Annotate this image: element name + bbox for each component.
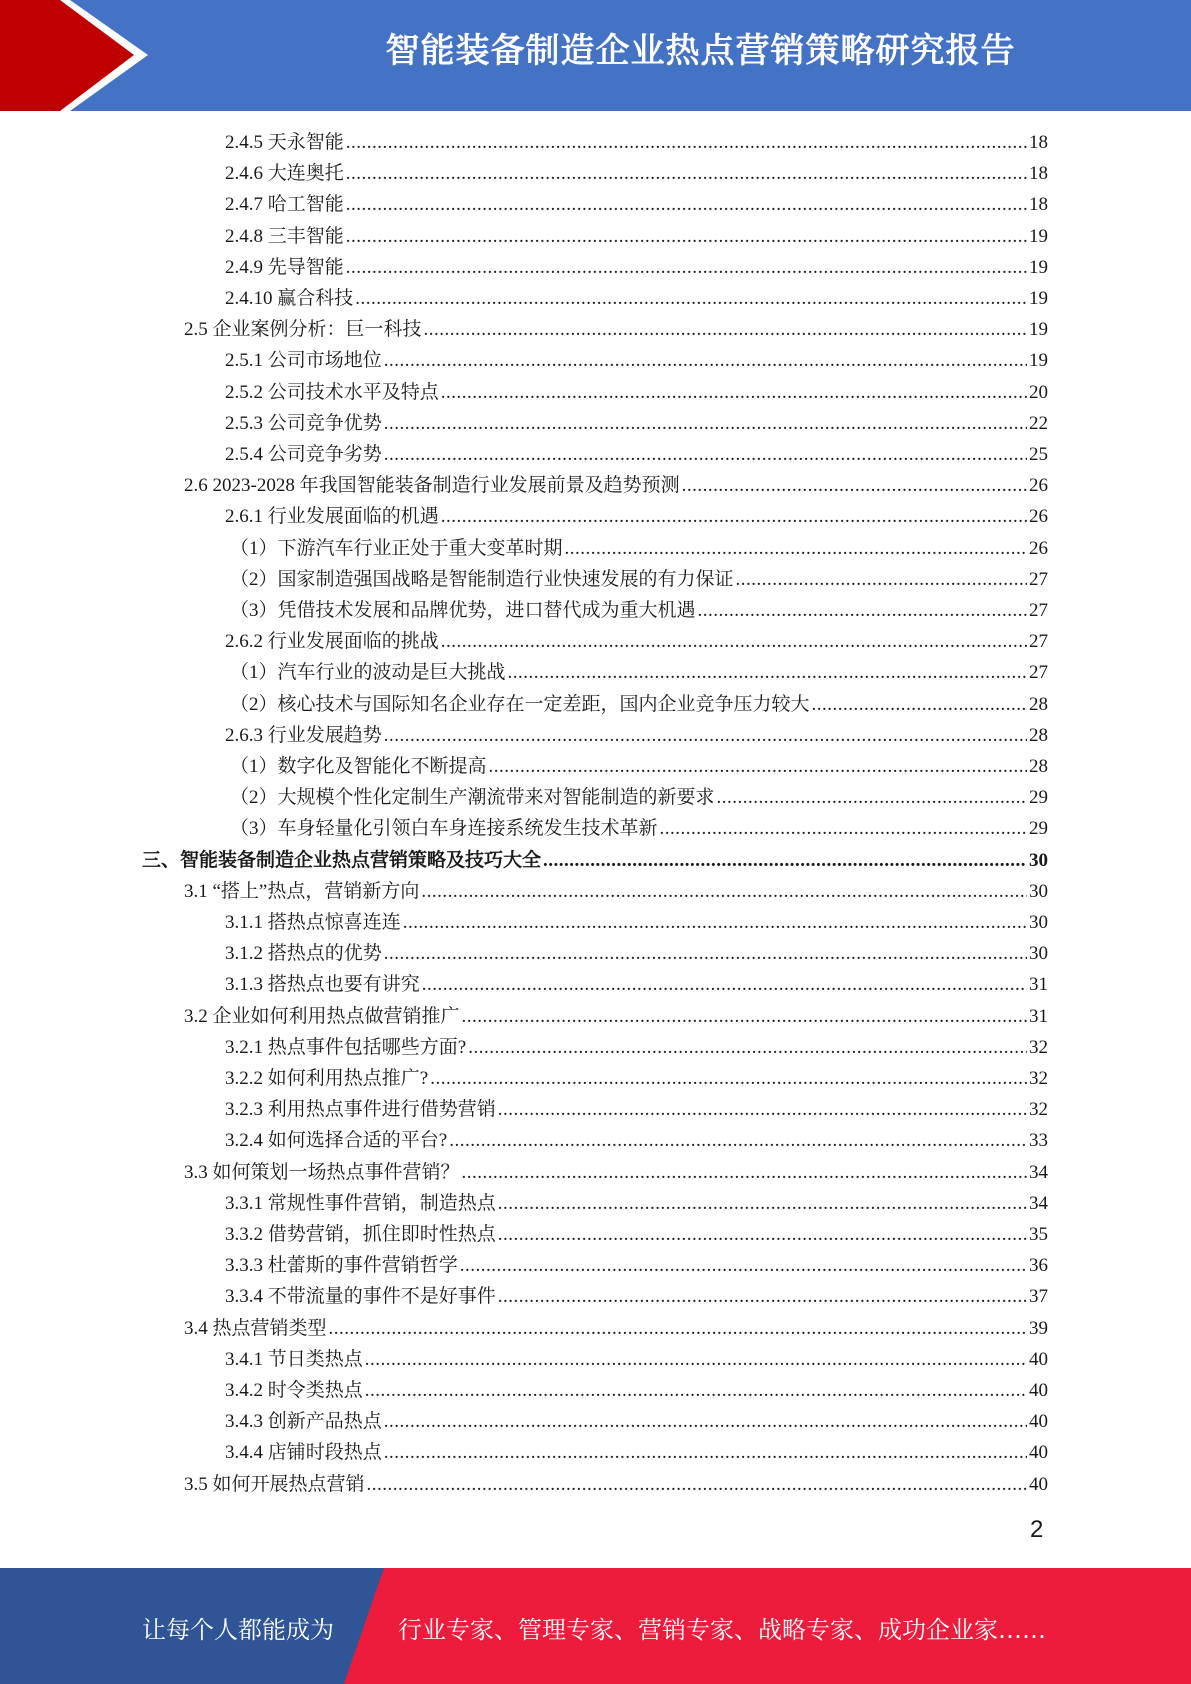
toc-entry-page: 19: [1029, 350, 1048, 372]
toc-dot-leader: [462, 1001, 1027, 1032]
toc-entry-page: 29: [1029, 787, 1048, 809]
toc-dot-leader: [329, 1313, 1027, 1344]
toc-entry-page: 30: [1029, 943, 1048, 965]
toc-dot-leader: [384, 1437, 1027, 1468]
toc-dot-leader: [449, 1125, 1027, 1156]
toc-dot-leader: [717, 782, 1027, 813]
toc-entry-page: 32: [1029, 1036, 1048, 1058]
toc-entry[interactable]: [230, 813, 1048, 844]
toc-entry[interactable]: [225, 1375, 1048, 1406]
toc-entry-page: 29: [1029, 818, 1048, 840]
toc-dot-leader: [508, 657, 1027, 688]
toc-entry[interactable]: [225, 1188, 1048, 1219]
toc-dot-leader: [384, 938, 1027, 969]
toc-entry-label: 2.4.5 天永智能: [225, 132, 344, 153]
toc-dot-leader: [736, 564, 1027, 595]
toc-entry-label: 3.2.1 热点事件包括哪些方面?: [225, 1036, 467, 1058]
toc-entry[interactable]: [225, 720, 1048, 751]
toc-dot-leader: [565, 533, 1027, 564]
toc-entry-label: 3.3.3 杜蕾斯的事件营销哲学: [225, 1255, 458, 1277]
toc-entry[interactable]: [184, 876, 1048, 907]
toc-entry-page: 40: [1029, 1411, 1048, 1433]
toc-entry-page: 28: [1029, 756, 1048, 777]
toc-entry[interactable]: [225, 1063, 1048, 1094]
toc-entry-label: 3.1.2 搭热点的优势: [225, 943, 382, 965]
toc-entry-page: 30: [1029, 912, 1048, 933]
toc-entry[interactable]: [225, 1219, 1048, 1250]
toc-entry[interactable]: [184, 1001, 1048, 1032]
toc-entry-label: 3.4.4 店铺时段热点: [225, 1442, 382, 1464]
toc-entry-label: （2）大规模个性化定制生产潮流带来对智能制造的新要求: [230, 787, 715, 809]
toc-dot-leader: [462, 1157, 1027, 1188]
toc-entry[interactable]: [225, 1406, 1048, 1437]
toc-entry[interactable]: [184, 1313, 1048, 1344]
toc-entry[interactable]: [225, 127, 1048, 158]
toc-entry[interactable]: [230, 595, 1048, 626]
toc-entry-page: 27: [1029, 631, 1048, 653]
toc-entry-label: 2.5.1 公司市场地位: [225, 350, 382, 372]
toc-entry[interactable]: [225, 439, 1048, 470]
toc-dot-leader: [384, 439, 1027, 470]
toc-entry[interactable]: [225, 1250, 1048, 1281]
toc-dot-leader: [468, 1032, 1027, 1063]
toc-entry-page: 20: [1029, 381, 1048, 403]
toc-dot-leader: [460, 1250, 1027, 1281]
toc-entry-page: 27: [1029, 568, 1048, 590]
toc-dot-leader: [812, 689, 1027, 720]
toc-entry[interactable]: [230, 782, 1048, 813]
toc-entry-label: （3）车身轻量化引领白车身连接系统发生技术革新: [230, 818, 658, 840]
toc-entry[interactable]: [225, 408, 1048, 439]
toc-dot-leader: [367, 1469, 1027, 1500]
toc-entry[interactable]: [184, 1157, 1048, 1188]
toc-dot-leader: [543, 845, 1027, 876]
toc-dot-leader: [498, 1188, 1027, 1219]
toc-entry[interactable]: [225, 938, 1048, 969]
toc-entry-label: 3.3.1 常规性事件营销，制造热点: [225, 1192, 496, 1214]
toc-entry[interactable]: [225, 1125, 1048, 1156]
toc-entry-page: 40: [1029, 1380, 1048, 1401]
toc-entry-page: 26: [1029, 537, 1048, 559]
page-number: 2: [1030, 1516, 1044, 1543]
toc-entry-page: 30: [1029, 849, 1048, 871]
toc-dot-leader: [421, 876, 1027, 907]
toc-entry-page: 28: [1029, 693, 1048, 715]
toc-entry[interactable]: [184, 1469, 1048, 1500]
toc-entry-label: （1）下游汽车行业正处于重大变革时期: [230, 537, 563, 559]
toc-entry-page: 31: [1029, 974, 1048, 996]
toc-dot-leader: [346, 221, 1027, 252]
toc-entry-label: 3.1 “搭上”热点，营销新方向: [184, 880, 420, 902]
toc-dot-leader: [424, 314, 1027, 345]
toc-entry-label: 3.3 如何策划一场热点事件营销？: [184, 1161, 460, 1183]
toc-dot-leader: [498, 1281, 1027, 1312]
toc-entry[interactable]: [142, 845, 1048, 876]
toc-dot-leader: [441, 626, 1027, 657]
toc-entry-page: 40: [1029, 1473, 1048, 1495]
footer-slogan: 让每个人都能成为: [142, 1616, 334, 1644]
toc-entry[interactable]: [225, 907, 1048, 938]
toc-entry[interactable]: [225, 158, 1048, 189]
toc-entry-page: 40: [1029, 1442, 1048, 1464]
toc-entry-label: 2.4.7 哈工智能: [225, 194, 344, 216]
toc-entry-page: 28: [1029, 724, 1048, 746]
toc-entry-label: 3.4 热点营销类型: [184, 1317, 327, 1339]
toc-entry[interactable]: [225, 1281, 1048, 1312]
toc-entry-label: 3.3.2 借势营销，抓住即时性热点: [225, 1224, 496, 1245]
toc-entry-page: 39: [1029, 1317, 1048, 1339]
toc-entry[interactable]: [225, 377, 1048, 408]
toc-entry-label: 3.4.2 时令类热点: [225, 1380, 363, 1401]
toc-dot-leader: [355, 283, 1027, 314]
toc-entry-label: （2）核心技术与国际知名企业存在一定差距，国内企业竞争压力较大: [230, 693, 810, 715]
toc-entry-label: 2.5.4 公司竞争劣势: [225, 444, 382, 465]
toc-entry-page: 19: [1029, 225, 1048, 247]
toc-entry[interactable]: [225, 345, 1048, 376]
toc-entry-label: 2.6 2023-2028 年我国智能装备制造行业发展前景及趋势预测: [184, 475, 680, 497]
toc-entry[interactable]: [225, 501, 1048, 532]
toc-entry-label: 3.2 企业如何利用热点做营销推广: [184, 1005, 460, 1027]
toc-dot-leader: [365, 1375, 1027, 1406]
toc-entry-page: 18: [1029, 132, 1048, 153]
toc-entry-page: 19: [1029, 288, 1048, 309]
toc-entry-page: 34: [1029, 1192, 1048, 1214]
toc-entry[interactable]: [184, 470, 1048, 501]
toc-entry-page: 37: [1029, 1286, 1048, 1308]
toc-dot-leader: [384, 408, 1027, 439]
toc-entry-page: 40: [1029, 1348, 1048, 1370]
toc-entry-page: 36: [1029, 1255, 1048, 1277]
toc-entry-label: 2.6.2 行业发展面临的挑战: [225, 631, 439, 653]
toc-entry-label: 3.4.3 创新产品热点: [225, 1411, 382, 1433]
toc-entry[interactable]: [225, 252, 1048, 283]
toc-entry[interactable]: [225, 969, 1048, 1000]
report-title: 智能装备制造企业热点营销策略研究报告: [385, 31, 1016, 71]
toc-entry-label: 3.1.3 搭热点也要有讲究: [225, 974, 420, 996]
toc-entry[interactable]: [225, 189, 1048, 220]
toc-entry-label: 3.5 如何开展热点营销: [184, 1473, 365, 1495]
toc-entry-label: 3.2.2 如何利用热点推广?: [225, 1068, 429, 1089]
toc-entry[interactable]: [225, 626, 1048, 657]
toc-entry-page: 34: [1029, 1161, 1048, 1183]
toc-entry-page: 19: [1029, 256, 1048, 278]
toc-entry[interactable]: [230, 751, 1048, 782]
toc-entry-label: 三、智能装备制造企业热点营销策略及技巧大全: [142, 849, 542, 871]
toc-dot-leader: [422, 969, 1027, 1000]
toc-entry-label: 3.2.3 利用热点事件进行借势营销: [225, 1099, 496, 1121]
toc-entry-page: 35: [1029, 1224, 1048, 1245]
toc-dot-leader: [660, 813, 1027, 844]
toc-entry-page: 32: [1029, 1068, 1048, 1089]
toc-entry-label: 3.2.4 如何选择合适的平台?: [225, 1130, 448, 1152]
toc-entry[interactable]: [225, 1094, 1048, 1125]
toc-dot-leader: [682, 470, 1027, 501]
toc-entry-page: 31: [1029, 1005, 1048, 1027]
toc-entry[interactable]: [225, 283, 1048, 314]
toc-dot-leader: [346, 158, 1027, 189]
toc-entry-page: 32: [1029, 1099, 1048, 1121]
toc-entry-label: （2）国家制造强国战略是智能制造行业快速发展的有力保证: [230, 568, 734, 590]
toc-dot-leader: [365, 1344, 1027, 1375]
toc-entry[interactable]: [225, 1032, 1048, 1063]
toc-dot-leader: [346, 127, 1027, 158]
toc-dot-leader: [403, 907, 1027, 938]
toc-entry-label: 3.3.4 不带流量的事件不是好事件: [225, 1286, 496, 1308]
toc-entry-page: 18: [1029, 163, 1048, 185]
toc-entry-label: （3）凭借技术发展和品牌优势，进口替代成为重大机遇: [230, 600, 696, 621]
toc-entry-label: 3.1.1 搭热点惊喜连连: [225, 912, 401, 933]
toc-entry-label: 3.4.1 节日类热点: [225, 1348, 363, 1370]
toc-entry[interactable]: [230, 657, 1048, 688]
toc-dot-leader: [346, 189, 1027, 220]
toc-entry-label: 2.6.1 行业发展面临的机遇: [225, 506, 439, 528]
toc-entry[interactable]: [225, 1437, 1048, 1468]
toc-entry-page: 33: [1029, 1130, 1048, 1152]
toc-dot-leader: [346, 252, 1027, 283]
toc-entry-page: 25: [1029, 444, 1048, 465]
toc-entry-page: 27: [1029, 600, 1048, 621]
toc-dot-leader: [498, 1094, 1027, 1125]
toc-entry[interactable]: [230, 564, 1048, 595]
toc-entry[interactable]: [230, 533, 1048, 564]
toc-entry-page: 18: [1029, 194, 1048, 216]
toc-dot-leader: [384, 345, 1027, 376]
toc-dot-leader: [384, 720, 1027, 751]
toc-entry-label: 2.5.2 公司技术水平及特点: [225, 381, 439, 403]
toc-entry-page: 26: [1029, 506, 1048, 528]
toc-entry[interactable]: [230, 689, 1048, 720]
toc-entry-label: 2.4.10 赢合科技: [225, 288, 354, 309]
toc-entry-label: （1）汽车行业的波动是巨大挑战: [230, 662, 506, 684]
toc-entry-label: 2.6.3 行业发展趋势: [225, 724, 382, 746]
toc-dot-leader: [384, 1406, 1027, 1437]
toc-dot-leader: [441, 377, 1027, 408]
toc-entry-page: 26: [1029, 475, 1048, 497]
toc-dot-leader: [698, 595, 1027, 626]
report-header-band: [0, 0, 1191, 111]
toc-entry-label: 2.4.6 大连奥托: [225, 163, 344, 185]
toc-dot-leader: [498, 1219, 1027, 1250]
toc-entry-label: 2.5.3 公司竞争优势: [225, 412, 382, 434]
footer-tagline: 行业专家、管理专家、营销专家、战略专家、成功企业家……: [398, 1616, 1046, 1644]
toc-entry-page: 30: [1029, 880, 1048, 902]
toc-entry[interactable]: [184, 314, 1048, 345]
header-chevron-icon: [0, 0, 160, 111]
toc-entry-label: 2.4.8 三丰智能: [225, 225, 344, 247]
toc-entry[interactable]: [225, 221, 1048, 252]
toc-dot-leader: [489, 751, 1027, 782]
toc-entry-page: 19: [1029, 319, 1048, 341]
toc-entry-label: 2.4.9 先导智能: [225, 256, 344, 278]
toc-entry[interactable]: [225, 1344, 1048, 1375]
toc-dot-leader: [430, 1063, 1027, 1094]
toc-entry-page: 22: [1029, 412, 1048, 434]
footer-band: [0, 1568, 1191, 1684]
toc-dot-leader: [441, 501, 1027, 532]
toc-entry-page: 27: [1029, 662, 1048, 684]
toc-entry-label: （1）数字化及智能化不断提高: [230, 756, 487, 777]
toc-entry-label: 2.5 企业案例分析：巨一科技: [184, 319, 422, 341]
